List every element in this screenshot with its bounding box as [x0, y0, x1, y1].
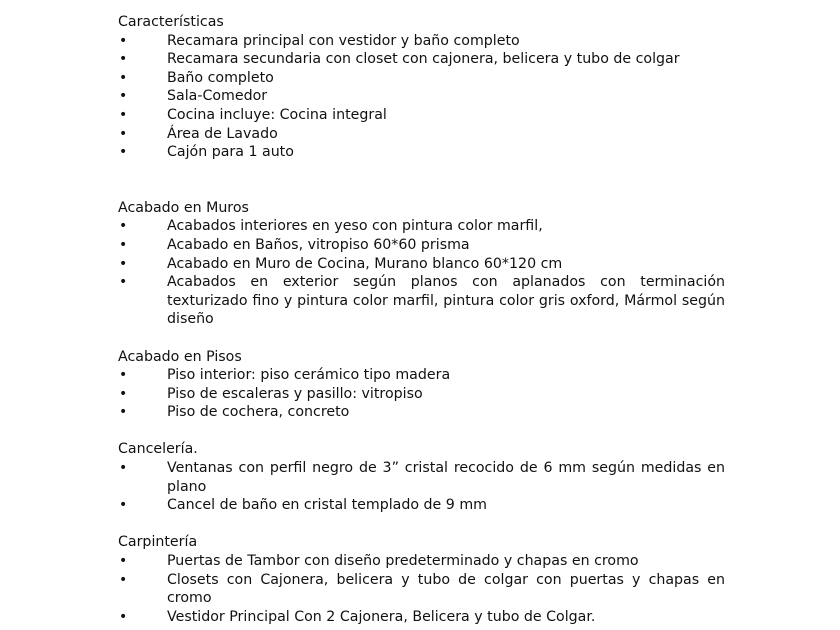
list-item-text: Cajón para 1 auto	[167, 144, 294, 161]
list-item	[118, 273, 725, 329]
section-canceleria	[118, 440, 725, 514]
list-item	[118, 32, 725, 51]
list-item	[118, 571, 725, 608]
section-heading: Características	[118, 14, 224, 30]
list-item	[118, 608, 725, 627]
document-page	[118, 13, 725, 626]
bullet-icon: •	[119, 69, 128, 86]
list-item-text: Acabado en Baños, vitropiso 60*60 prisma	[167, 236, 470, 253]
list-item	[118, 217, 725, 236]
list-item-text: Piso de escaleras y pasillo: vitropiso	[167, 385, 423, 402]
bullet-list	[118, 552, 725, 626]
bullet-icon: •	[119, 88, 128, 105]
section-spacer	[118, 515, 725, 534]
list-item-text: Recamara secundaria con closet con cajonera, belicera y tubo de colgar	[167, 51, 680, 68]
bullet-icon: •	[119, 274, 128, 291]
section-acabado-muros	[118, 199, 725, 329]
bullet-icon: •	[119, 106, 128, 123]
list-item	[118, 403, 725, 422]
list-item-text: Puertas de Tambor con diseño predeterminado y chapas en cromo	[167, 553, 639, 570]
bullet-icon: •	[119, 608, 128, 625]
bullet-list	[118, 366, 725, 422]
bullet-list	[118, 32, 725, 162]
list-item	[118, 125, 725, 144]
list-item-text: Piso interior: piso cerámico tipo madera	[167, 367, 451, 384]
bullet-icon: •	[119, 218, 128, 235]
list-item-text: Acabados interiores en yeso con pintura color marfil,	[167, 218, 543, 235]
bullet-icon: •	[119, 125, 128, 142]
list-item	[118, 143, 725, 162]
bullet-icon: •	[119, 553, 128, 570]
list-item	[118, 366, 725, 385]
list-item-text: Recamara principal con vestidor y baño completo	[167, 32, 520, 49]
section-spacer	[118, 162, 725, 199]
section-acabado-pisos	[118, 348, 725, 422]
list-item-text: Vestidor Principal Con 2 Cajonera, Belicera y tubo de Colgar.	[167, 608, 596, 625]
list-item-text: Acabado en Muro de Cocina, Murano blanco 60*120 cm	[167, 255, 563, 272]
list-item	[118, 385, 725, 404]
bullet-icon: •	[119, 460, 128, 477]
section-heading: Acabado en Muros	[118, 199, 249, 216]
bullet-icon: •	[119, 255, 128, 272]
list-item	[118, 106, 725, 125]
bullet-list	[118, 459, 725, 515]
bullet-list	[118, 217, 725, 329]
list-item	[118, 552, 725, 571]
bullet-icon: •	[119, 236, 128, 253]
list-item	[118, 255, 725, 274]
list-item-text: Cancel de baño en cristal templado de 9 mm	[167, 497, 487, 514]
section-carpinteria	[118, 533, 725, 626]
bullet-icon: •	[119, 404, 128, 421]
section-heading: Cancelería.	[118, 441, 198, 458]
bullet-icon: •	[119, 32, 128, 49]
bullet-icon: •	[119, 367, 128, 384]
list-item-text: Baño completo	[167, 69, 274, 86]
list-item	[118, 87, 725, 106]
list-item-text: Cocina incluye: Cocina integral	[167, 106, 387, 123]
list-item-text: Sala-Comedor	[167, 88, 268, 105]
list-item	[118, 50, 725, 69]
list-item-text: Ventanas con perfil negro de 3” cristal recocido de 6 mm según medidas en plano	[167, 460, 725, 495]
bullet-icon: •	[119, 571, 128, 588]
list-item	[118, 236, 725, 255]
list-item	[118, 459, 725, 496]
bullet-icon: •	[119, 144, 128, 161]
list-item	[118, 69, 725, 88]
list-item-text: Piso de cochera, concreto	[167, 404, 350, 421]
bullet-icon: •	[119, 497, 128, 514]
list-item	[118, 496, 725, 515]
section-heading: Acabado en Pisos	[118, 348, 242, 365]
section-caracteristicas	[118, 13, 725, 162]
list-item-text: Closets con Cajonera, belicera y tubo de colgar con puertas y chapas en cromo	[167, 571, 725, 607]
section-spacer	[118, 329, 725, 348]
list-item-text: Acabados en exterior según planos con aplanados con terminación texturizado fino y pintura color marfil, pintura color gris oxford, Mármol según diseño	[167, 274, 725, 328]
list-item-text: Área de Lavado	[167, 125, 278, 142]
section-heading: Carpintería	[118, 534, 198, 551]
section-spacer	[118, 422, 725, 441]
bullet-icon: •	[119, 51, 128, 68]
bullet-icon: •	[119, 385, 128, 402]
